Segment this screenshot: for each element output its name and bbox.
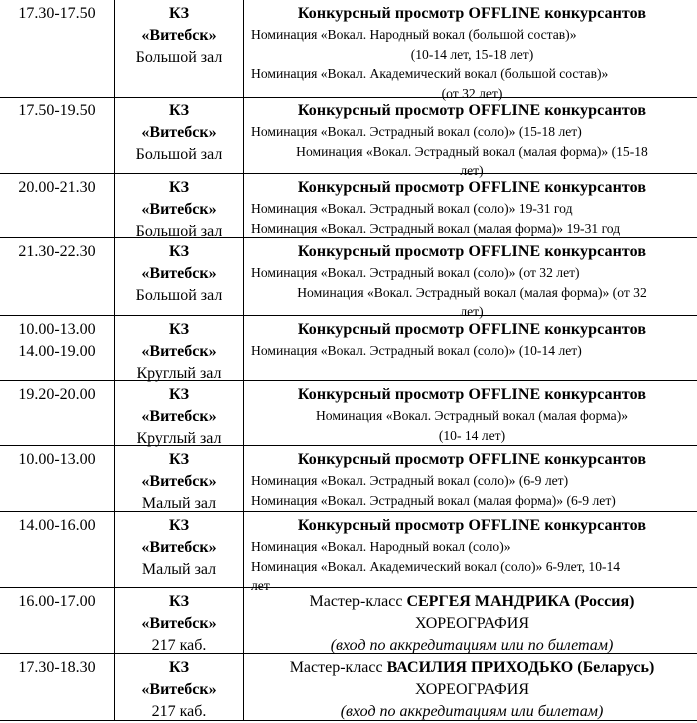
time-range: 10.00-13.00	[18, 451, 96, 468]
venue-hall: Малый зал	[141, 561, 217, 578]
time-range: 21.30-22.30	[18, 243, 96, 260]
event-title: Конкурсный просмотр OFFLINE конкурсантов	[297, 321, 647, 338]
nomination-line: Номинация «Вокал. Народный вокал (большой состав)»	[251, 27, 577, 42]
nomination-line: (10-14 лет, 15-18 лет)	[410, 46, 534, 62]
nomination-line: Номинация «Вокал. Эстрадный вокал (соло)» (10-14 лет)	[251, 343, 582, 358]
time-cell	[0, 0, 115, 97]
masterclass-name: СЕРГЕЯ МАНДРИКА (Россия)	[406, 593, 635, 610]
venue-cell	[115, 381, 244, 445]
time-cell	[0, 654, 115, 720]
nomination-line: Номинация «Вокал. Эстрадный вокал (малая форма)»	[315, 408, 629, 423]
nomination-line: лет	[251, 578, 270, 593]
masterclass-topic: ХОРЕОГРАФИЯ	[414, 615, 530, 632]
event-title: Конкурсный просмотр OFFLINE конкурсантов	[297, 179, 647, 196]
venue-hall: Круглый зал	[136, 430, 222, 447]
nomination-line: Номинация «Вокал. Академический вокал (соло)» 6-9лет, 10-14	[251, 558, 621, 574]
schedule-row	[0, 0, 697, 101]
event-title: Конкурсный просмотр OFFLINE конкурсантов	[297, 517, 647, 534]
nomination-line: лет)	[460, 304, 484, 319]
venue-cell	[115, 446, 244, 511]
schedule-row	[0, 381, 697, 446]
schedule-row	[0, 316, 697, 381]
nomination-line: Номинация «Вокал. Эстрадный вокал (малая форма)» 19-31 год	[251, 220, 621, 236]
nomination-line: лет)	[460, 163, 484, 178]
venue-hall: Большой зал	[135, 223, 223, 240]
event-cell	[244, 381, 697, 445]
masterclass-topic: ХОРЕОГРАФИЯ	[414, 681, 530, 698]
venue-place: «Витебск»	[141, 265, 217, 282]
venue-name: КЗ	[168, 386, 190, 403]
time-range: 10.00-13.00	[18, 321, 96, 338]
venue-hall: Круглый зал	[136, 365, 222, 382]
schedule-row	[0, 654, 697, 721]
schedule-row	[0, 446, 697, 512]
venue-place: «Витебск»	[141, 343, 217, 360]
venue-hall: 217 каб.	[151, 703, 207, 720]
nomination-line: Номинация «Вокал. Эстрадный вокал (соло)» (15-18 лет)	[251, 124, 582, 139]
nomination-line: Номинация «Вокал. Академический вокал (большой состав)»	[251, 66, 609, 81]
venue-cell	[115, 588, 244, 653]
time-range: 19.20-20.00	[18, 386, 96, 403]
venue-hall: Большой зал	[135, 146, 223, 163]
nomination-line: Номинация «Вокал. Народный вокал (соло)»	[251, 539, 511, 554]
venue-cell	[115, 97, 244, 173]
masterclass-note: (вход по аккредитациям или билетам)	[340, 703, 604, 720]
venue-place: «Витебск»	[141, 681, 217, 698]
masterclass-prefix: Мастер-класс	[309, 593, 407, 610]
venue-place: «Витебск»	[141, 27, 217, 44]
masterclass-note: (вход по аккредитациям или по билетам)	[330, 637, 614, 654]
event-cell	[244, 654, 697, 720]
time-cell	[0, 588, 115, 653]
time-cell	[0, 316, 115, 380]
time-cell	[0, 512, 115, 587]
event-cell	[244, 0, 697, 101]
event-cell	[244, 588, 697, 653]
venue-place: «Витебск»	[141, 408, 217, 425]
time-range: 14.00-16.00	[18, 517, 96, 534]
time-cell	[0, 381, 115, 445]
venue-cell	[115, 238, 244, 315]
venue-place: «Витебск»	[141, 615, 217, 632]
masterclass-prefix: Мастер-класс	[289, 659, 387, 676]
event-title: Конкурсный просмотр OFFLINE конкурсантов	[297, 386, 647, 403]
event-cell	[244, 446, 697, 511]
venue-name: КЗ	[168, 179, 190, 196]
time-range: 16.00-17.00	[18, 593, 96, 610]
venue-hall: 217 каб.	[151, 637, 207, 654]
venue-cell	[115, 0, 244, 97]
masterclass-heading	[251, 591, 693, 613]
event-title: Конкурсный просмотр OFFLINE конкурсантов	[297, 102, 647, 119]
event-title: Конкурсный просмотр OFFLINE конкурсантов	[297, 5, 647, 22]
time-range: 17.50-19.50	[18, 102, 96, 119]
event-title: Конкурсный просмотр OFFLINE конкурсантов	[297, 451, 647, 468]
time-cell	[0, 97, 115, 173]
venue-name: КЗ	[168, 659, 190, 676]
schedule-row	[0, 97, 697, 178]
masterclass-name: ВАСИЛИЯ ПРИХОДЬКО (Беларусь)	[386, 659, 655, 676]
venue-cell	[115, 316, 244, 380]
venue-name: КЗ	[168, 321, 190, 338]
venue-cell	[115, 512, 244, 587]
venue-name: КЗ	[168, 102, 190, 119]
time-range: 14.00-19.00	[18, 343, 96, 360]
venue-name: КЗ	[168, 5, 190, 22]
schedule-row	[0, 588, 697, 654]
event-title: Конкурсный просмотр OFFLINE конкурсантов	[297, 243, 647, 260]
time-range: 17.30-17.50	[18, 5, 96, 22]
time-range: 20.00-21.30	[18, 179, 96, 196]
venue-cell	[115, 174, 244, 240]
nomination-line: Номинация «Вокал. Эстрадный вокал (малая форма)» (15-18	[296, 143, 648, 159]
venue-hall: Большой зал	[135, 287, 223, 304]
venue-cell	[115, 654, 244, 720]
event-cell	[244, 97, 697, 178]
event-cell	[244, 512, 697, 593]
venue-name: КЗ	[168, 593, 190, 610]
venue-hall: Малый зал	[141, 495, 217, 512]
nomination-line: Номинация «Вокал. Эстрадный вокал (малая форма)» (от 32	[297, 284, 647, 300]
event-cell	[244, 316, 697, 380]
schedule-row	[0, 512, 697, 593]
nomination-line: Номинация «Вокал. Эстрадный вокал (соло)» (6-9 лет)	[251, 473, 569, 488]
nomination-line: Номинация «Вокал. Эстрадный вокал (малая форма)» (6-9 лет)	[251, 492, 616, 508]
venue-place: «Витебск»	[141, 201, 217, 218]
nomination-line: (от 32 лет)	[441, 85, 503, 101]
masterclass-heading	[251, 657, 693, 679]
venue-place: «Витебск»	[141, 473, 217, 490]
event-cell	[244, 174, 697, 237]
time-cell	[0, 446, 115, 511]
venue-place: «Витебск»	[141, 539, 217, 556]
nomination-line: Номинация «Вокал. Эстрадный вокал (соло)» 19-31 год	[251, 201, 573, 216]
venue-hall: Большой зал	[135, 49, 223, 66]
venue-name: КЗ	[168, 243, 190, 260]
time-cell	[0, 174, 115, 237]
schedule-row	[0, 238, 697, 319]
venue-name: КЗ	[168, 517, 190, 534]
venue-name: КЗ	[168, 451, 190, 468]
time-cell	[0, 238, 115, 315]
event-cell	[244, 238, 697, 319]
nomination-line: (10- 14 лет)	[438, 427, 506, 443]
time-range: 17.30-18.30	[18, 659, 96, 676]
nomination-line: Номинация «Вокал. Эстрадный вокал (соло)» (от 32 лет)	[251, 265, 580, 280]
venue-place: «Витебск»	[141, 124, 217, 141]
schedule-row	[0, 174, 697, 238]
